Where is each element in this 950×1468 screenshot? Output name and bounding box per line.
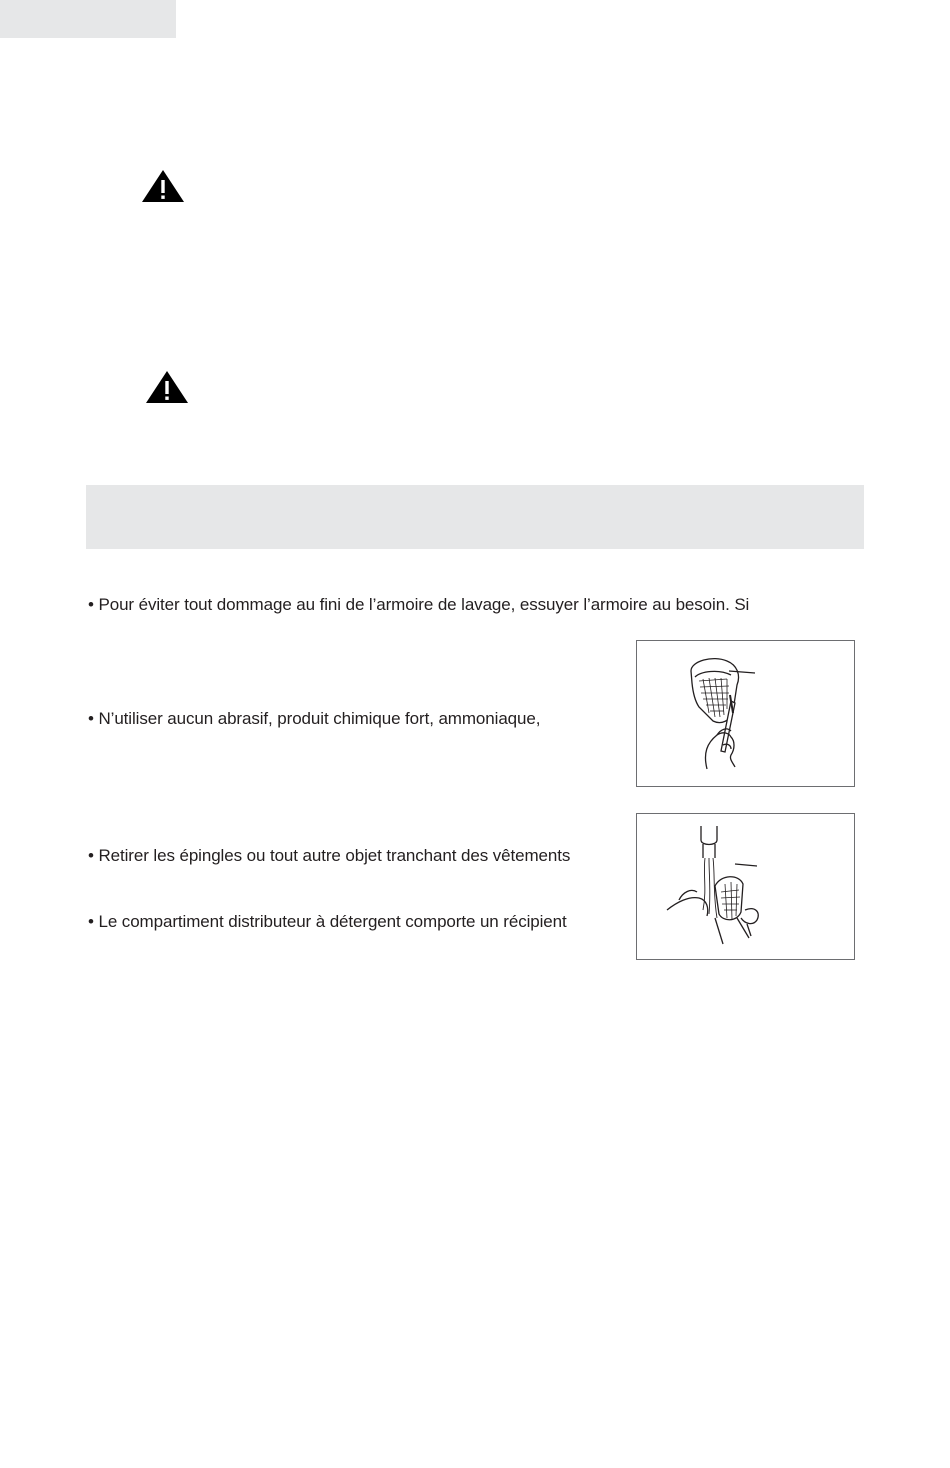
bullet-cabinet-care: • Pour éviter tout dommage au fini de l’armoire de lavage, essuyer l’armoire au besoin. Si bbox=[88, 595, 750, 614]
bullet-remove-pins: • Retirer les épingles ou tout autre objet tranchant des vêtements bbox=[88, 846, 571, 865]
filter-rinsing-faucet-illustration bbox=[637, 814, 856, 961]
filter-cleaning-brush-illustration bbox=[637, 641, 856, 788]
section-header-band bbox=[86, 485, 864, 549]
bullet-no-abrasives: • N’utiliser aucun abrasif, produit chimique fort, ammoniaque, bbox=[88, 709, 541, 728]
bullet-detergent-dispenser: • Le compartiment distributeur à détergent comporte un récipient bbox=[88, 912, 567, 931]
warning-triangle-icon bbox=[140, 168, 186, 204]
page-corner-tab bbox=[0, 0, 176, 38]
figure-filter-rinsing bbox=[636, 813, 855, 960]
figure-filter-brushing bbox=[636, 640, 855, 787]
warning-triangle-icon bbox=[144, 369, 190, 405]
